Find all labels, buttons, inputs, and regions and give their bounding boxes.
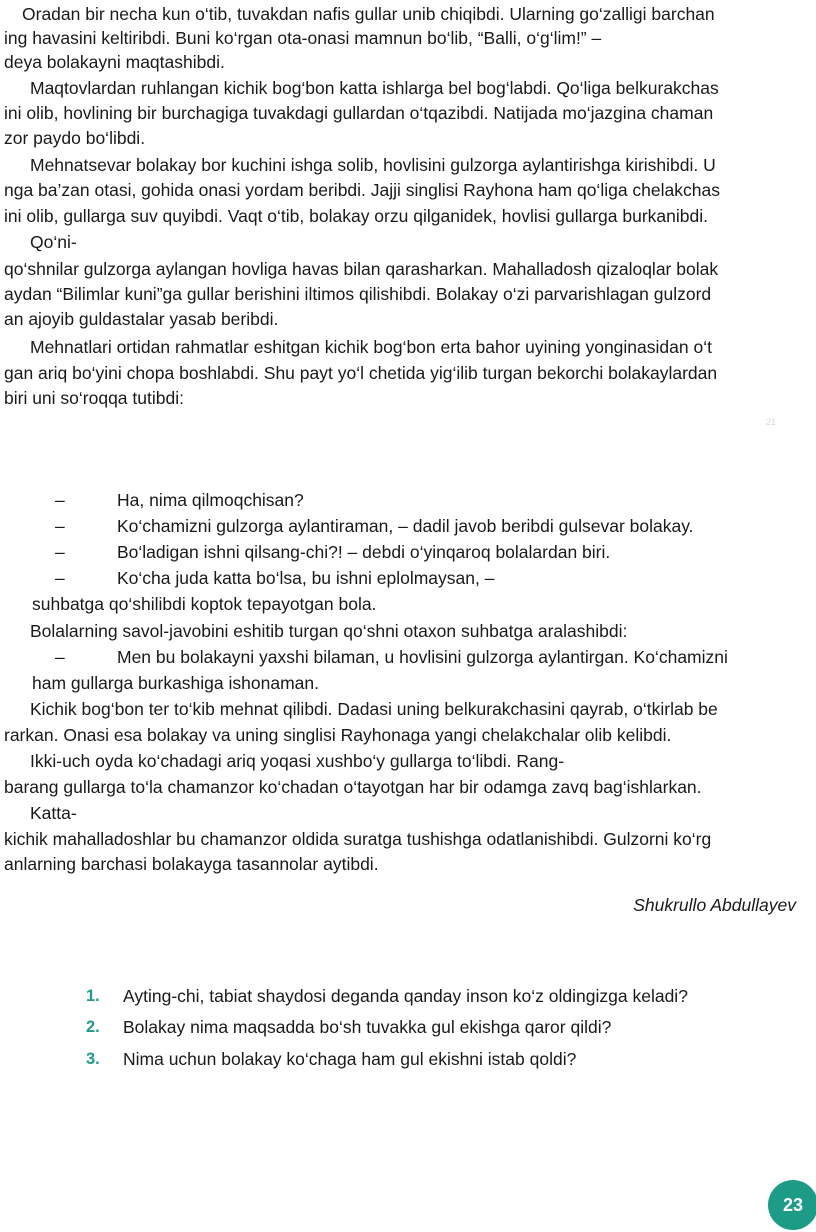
- dialogue-line: Ha, nima qilmoqchisan?: [117, 490, 304, 510]
- story-line: ini olib, gullarga suv quyibdi. Vaqt o‘tib, bolakay orzu qilganidek, hovlisi gullarga burkanibdi.: [4, 206, 708, 226]
- story-line: anlarning barchasi bolakayga tasannolar aytibdi.: [4, 854, 379, 874]
- page-number-badge: 23: [768, 1180, 816, 1230]
- story-line: Mehnatlari ortidan rahmatlar eshitgan kichik bog‘bon erta bahor uyining yonginasidan o‘t: [30, 337, 712, 357]
- story-line: Bolalarning savol-javobini eshitib turgan qo‘shni otaxon suhbatga aralashibdi:: [30, 621, 628, 641]
- question-number: 3.: [86, 1050, 100, 1068]
- story-line: barang gullarga to‘la chamanzor ko‘chadan o‘tayotgan har bir odamga zavq bag‘ishlarkan.: [4, 777, 702, 797]
- page-watermark: 21: [766, 417, 777, 427]
- dialogue-line: Ko‘chamizni gulzorga aylantiraman, – dadil javob beribdi gulsevar bolakay.: [117, 516, 694, 536]
- dialogue-dash: –: [55, 568, 65, 588]
- dialogue-line: Bo‘ladigan ishni qilsang-chi?! – debdi o‘yinqaroq bolalardan biri.: [117, 542, 611, 562]
- dialogue-line: Ko‘cha juda katta bo‘lsa, bu ishni eplolmaysan, –: [117, 568, 495, 588]
- story-line: Ikki-uch oyda ko‘chadagi ariq yoqasi xushbo‘y gullarga to‘libdi. Rang-: [30, 751, 565, 771]
- story-line: kichik mahalladoshlar bu chamanzor oldida suratga tushishga odatlanishibdi. Gulzorni ko‘rg: [4, 829, 712, 849]
- story-line: an ajoyib guldastalar yasab beribdi.: [4, 309, 279, 329]
- dialogue-dash: –: [55, 490, 65, 510]
- story-line: Katta-: [30, 803, 77, 823]
- story-line: gan ariq bo‘yini chopa boshlabdi. Shu payt yo‘l chetida yig‘ilib turgan bekorchi bolakaylardan: [4, 363, 718, 383]
- story-line: qo‘shnilar gulzorga aylangan hovliga havas bilan qarasharkan. Mahalladosh qizaloqlar bolak: [4, 259, 719, 279]
- story-line: deya bolakayni maqtashibdi.: [4, 52, 225, 72]
- story-line: Mehnatsevar bolakay bor kuchini ishga solib, hovlisini gulzorga aylantirishga kirishibdi. U: [30, 155, 716, 175]
- question-number: 2.: [86, 1018, 100, 1036]
- story-line: ini olib, hovlining bir burchagiga tuvakdagi gullardan o‘tqazibdi. Natijada mo‘jazgina chaman: [4, 103, 714, 123]
- question-number: 1.: [86, 987, 100, 1005]
- dialogue-dash: –: [55, 516, 65, 536]
- story-line: Oradan bir necha kun o‘tib, tuvakdan nafis gullar unib chiqibdi. Ularning go‘zalligi barchan: [22, 4, 715, 24]
- story-line: aydan “Bilimlar kuni”ga gullar berishini iltimos qilishibdi. Bolakay o‘zi parvarishlagan gulzord: [4, 284, 712, 304]
- story-line: suhbatga qo‘shilibdi koptok tepayotgan bola.: [32, 594, 377, 614]
- story-line: ham gullarga burkashiga ishonaman.: [32, 673, 319, 693]
- story-line: biri uni so‘roqqa tutibdi:: [4, 388, 184, 408]
- question-text: Ayting-chi, tabiat shaydosi deganda qanday inson ko‘z oldingizga keladi?: [123, 986, 688, 1006]
- question-text: Nima uchun bolakay ko‘chaga ham gul ekishni istab qoldi?: [123, 1049, 577, 1069]
- story-line: Qo‘ni-: [30, 232, 77, 252]
- story-line: rarkan. Onasi esa bolakay va uning singlisi Rayhonaga yangi chelakchalar olib kelibdi.: [4, 725, 672, 745]
- dialogue-line: Men bu bolakayni yaxshi bilaman, u hovlisini gulzorga aylantirgan. Ko‘chamizni: [117, 647, 728, 667]
- story-line: Maqtovlardan ruhlangan kichik bog‘bon katta ishlarga bel bog‘labdi. Qo‘liga belkurakchas: [30, 78, 719, 98]
- dialogue-dash: –: [55, 542, 65, 562]
- dialogue-dash: –: [55, 647, 65, 667]
- story-line: nga ba’zan otasi, gohida onasi yordam beribdi. Jajji singlisi Rayhona ham qo‘liga chelakchas: [4, 180, 720, 200]
- story-line: Kichik bog‘bon ter to‘kib mehnat qilibdi. Dadasi uning belkurakchasini qayrab, o‘tkirlab be: [30, 699, 718, 719]
- question-text: Bolakay nima maqsadda bo‘sh tuvakka gul ekishga qaror qildi?: [123, 1017, 612, 1037]
- author-signature: Shukrullo Abdullayev: [633, 895, 796, 915]
- story-line: ing havasini keltiribdi. Buni ko‘rgan ota-onasi mamnun bo‘lib, “Balli, o‘g‘lim!” –: [4, 28, 602, 48]
- story-line: zor paydo bo‘libdi.: [4, 128, 146, 148]
